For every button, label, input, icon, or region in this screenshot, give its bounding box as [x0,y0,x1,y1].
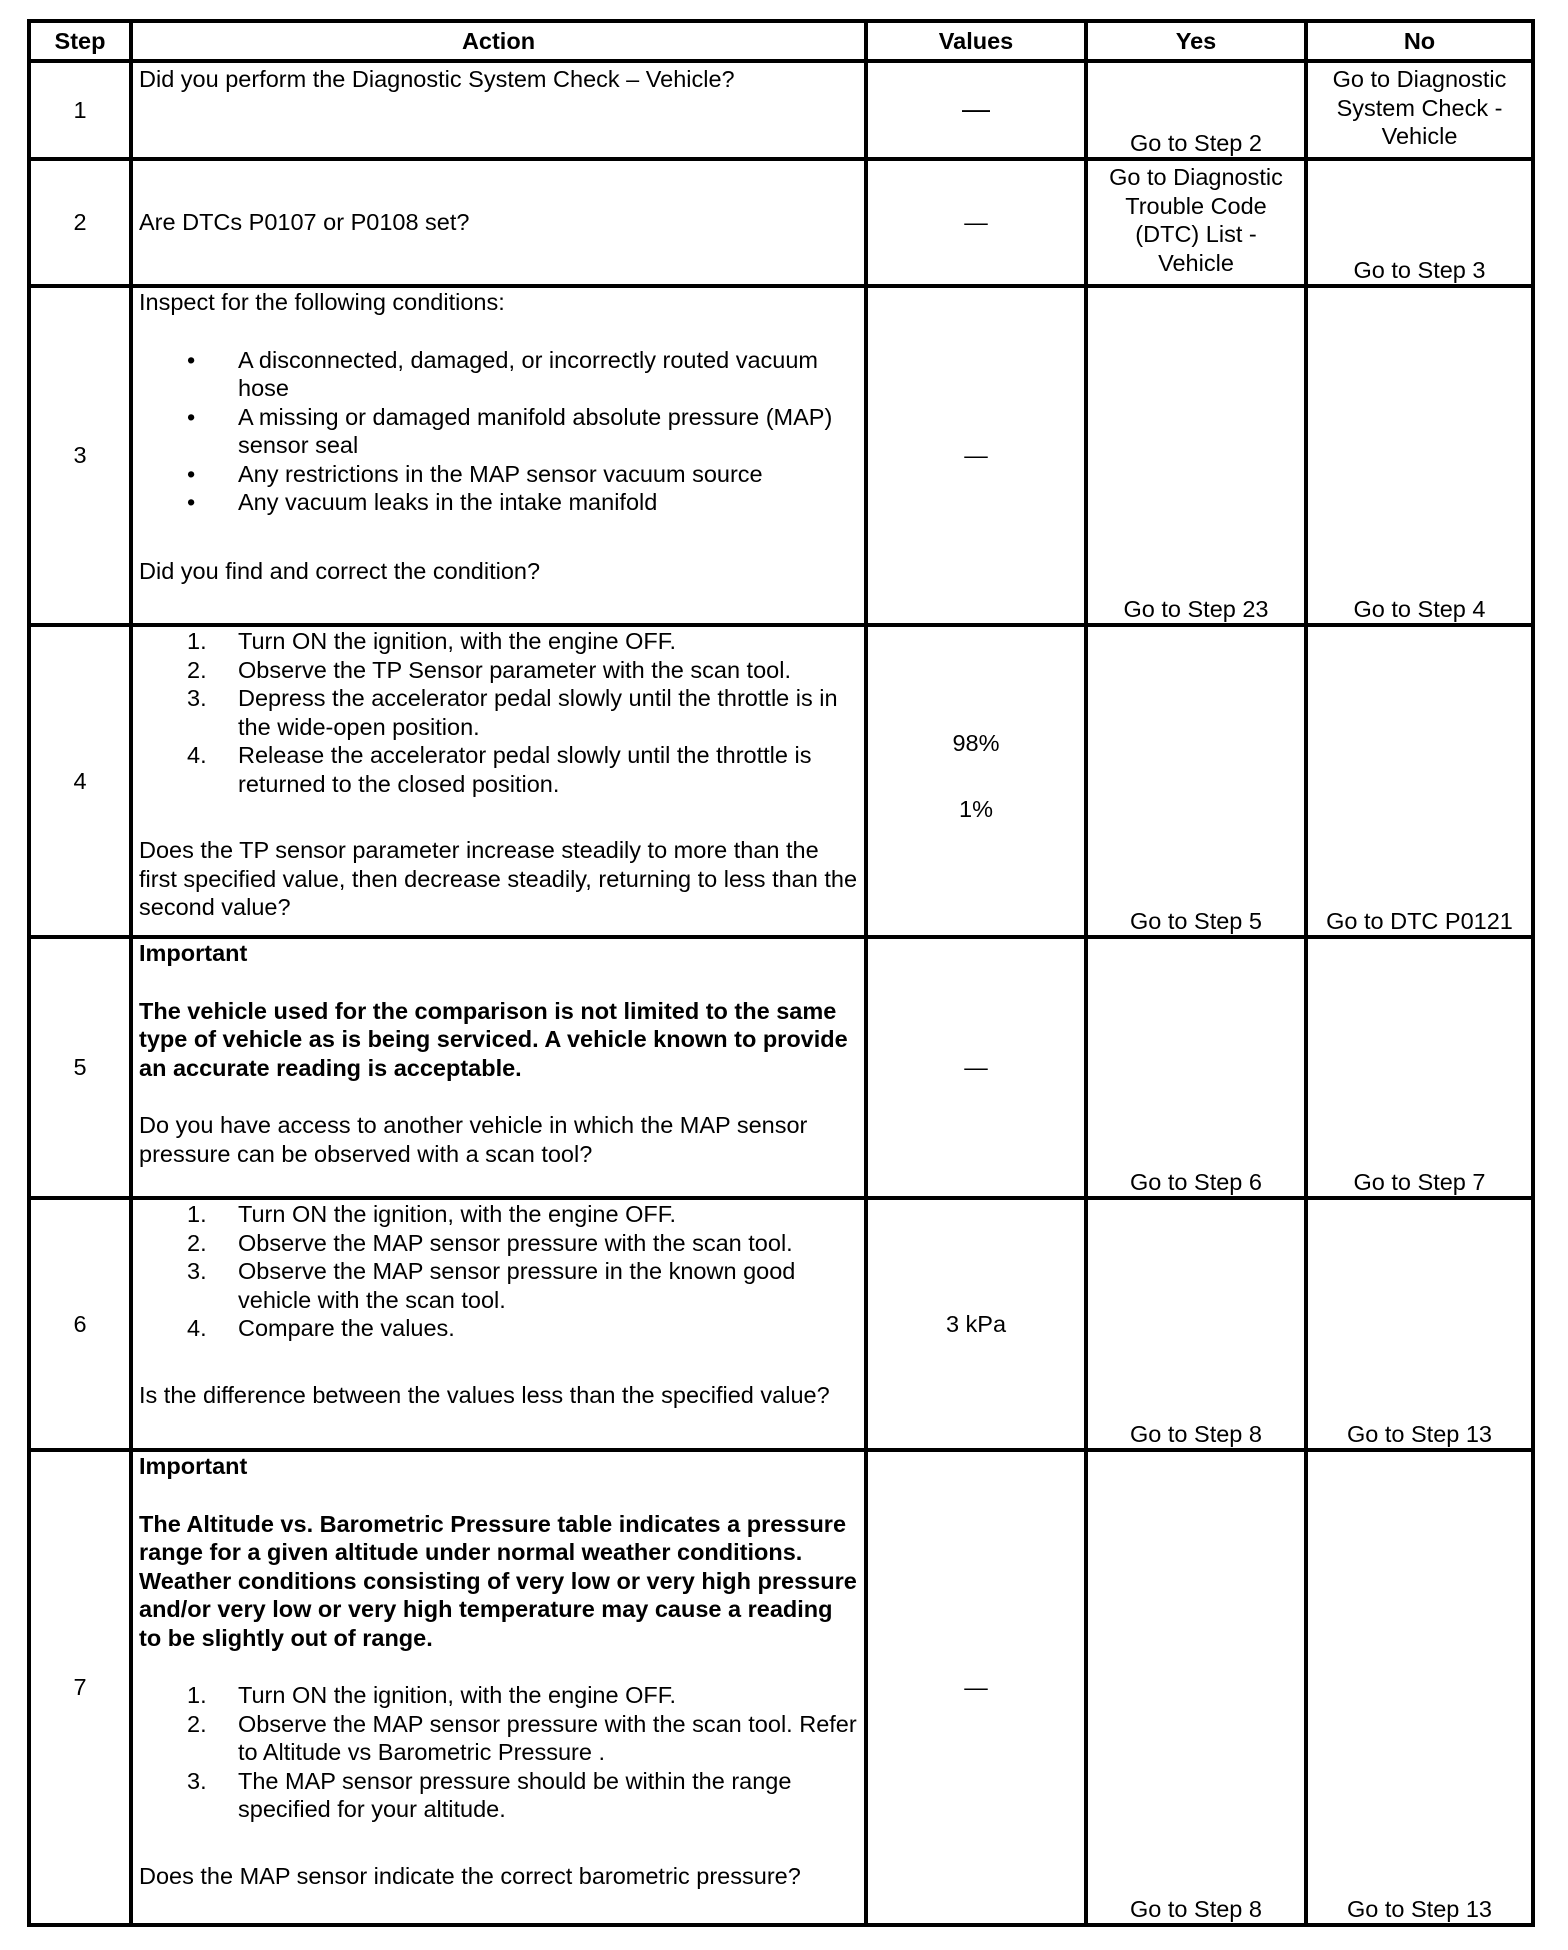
step-number: 1 [29,61,131,159]
list-text: Observe the MAP sensor pressure with the scan tool. [238,1229,793,1256]
header-values: Values [866,21,1086,61]
list-item [139,656,858,685]
list-item: • A missing or damaged manifold absolute pressure (MAP) sensor seal [139,403,858,460]
action-question: Does the TP sensor parameter increase steadily to more than the first specified value, then decrease steadily, returning to less than the second value? [139,837,858,920]
values-cell [866,1450,1086,1925]
yes-cell [1086,625,1306,937]
list-number: 2. [187,656,207,683]
action-question: Is the difference between the values less than the specified value? [139,1381,830,1408]
procedure-list [139,1200,858,1343]
header-action: Action [131,21,866,61]
table-row [29,61,1533,159]
table-row [29,286,1533,625]
list-number: 1. [187,1201,207,1227]
action-question: Does the MAP sensor indicate the correct barometric pressure? [139,1862,801,1889]
yes-cell [1086,1198,1306,1450]
yes-text: Go to Step 6 [1130,1168,1262,1195]
list-item [139,1681,858,1710]
list-number: 4. [187,1315,207,1341]
list-text: Observe the TP Sensor parameter with the scan tool. [238,656,791,683]
action-cell [131,625,866,937]
values-text: — [962,93,990,125]
action-text: Did you perform the Diagnostic System Check – Vehicle? [139,66,735,92]
no-text: Go to Diagnostic System Check - Vehicle [1332,66,1507,149]
no-text: Go to Step 13 [1346,1895,1493,1922]
condition-list [139,346,858,517]
list-text: Turn ON the ignition, with the engine OFF. [238,1682,677,1708]
list-number: 3. [187,1258,207,1284]
list-number: 1. [187,628,207,654]
table-row [29,937,1533,1198]
list-text: Observe the MAP sensor pressure with the scan tool. Refer to Altitude vs Barometric Pressure . [238,1710,857,1765]
yes-cell [1086,61,1306,159]
value-max: 98% [952,729,1000,756]
values-cell [866,625,1086,937]
list-text: Depress the accelerator pedal slowly until the throttle is in the wide-open position. [238,685,838,740]
list-item: • Any restrictions in the MAP sensor vacuum source [139,460,858,489]
action-cell [131,937,866,1198]
yes-cell [1086,286,1306,625]
yes-text: Go to Diagnostic Trouble Code (DTC) List - Vehicle [1109,164,1283,276]
step-number: 3 [29,286,131,625]
step-number: 4 [29,625,131,937]
values-cell [866,61,1086,159]
list-item [139,741,858,798]
no-cell [1306,937,1533,1198]
list-item [139,1710,858,1767]
list-number: 1. [187,1682,207,1708]
header-step: Step [29,21,131,61]
list-number: 4. [187,742,207,768]
important-note: The vehicle used for the comparison is not limited to the same type of vehicle as is being serviced. A vehicle known to provide an accurate reading is acceptable. [139,997,848,1081]
action-cell [131,159,866,286]
action-text: Are DTCs P0107 or P0108 set? [139,209,470,236]
table-row [29,1198,1533,1450]
step-number: 2 [29,159,131,286]
list-number: 3. [187,1767,207,1794]
list-item [139,627,858,656]
list-item [139,1257,858,1314]
values-cell [866,937,1086,1198]
list-number: 2. [187,1229,207,1256]
header-no: No [1306,21,1533,61]
procedure-list [139,627,858,798]
yes-text: Go to Step 8 [1130,1420,1262,1447]
values-text: — [964,442,988,469]
step-number: 7 [29,1450,131,1925]
action-intro: Inspect for the following conditions: [139,289,505,315]
values-text: — [964,1674,988,1701]
yes-text: Go to Step 5 [1130,907,1262,934]
yes-cell [1086,159,1306,286]
list-item [139,684,858,741]
action-cell [131,1450,866,1925]
important-label: Important [139,1453,248,1479]
action-cell [131,286,866,625]
list-number: 2. [187,1710,207,1737]
list-text: Turn ON the ignition, with the engine OFF. [238,628,677,654]
action-cell [131,61,866,159]
yes-text: Go to Step 23 [1123,595,1269,622]
header-row [29,21,1533,61]
list-item [139,1229,858,1258]
values-text: — [964,209,988,236]
action-question: Did you find and correct the condition? [139,557,541,584]
action-question: Do you have access to another vehicle in which the MAP sensor pressure can be observed with a scan tool? [139,1112,808,1167]
list-text: Observe the MAP sensor pressure in the known good vehicle with the scan tool. [238,1258,796,1313]
values-text: — [964,1054,988,1081]
no-text: Go to Step 13 [1346,1420,1493,1447]
values-text: 3 kPa [945,1310,1007,1337]
action-cell [131,1198,866,1450]
list-item [139,1314,858,1343]
table-row [29,625,1533,937]
no-cell [1306,625,1533,937]
value-min: 1% [959,796,993,822]
no-cell [1306,1450,1533,1925]
list-number: 3. [187,685,207,711]
yes-cell [1086,937,1306,1198]
diagnostic-table [27,19,1535,1927]
table-row [29,159,1533,286]
no-text: Go to Step 7 [1353,1168,1486,1195]
step-number: 5 [29,937,131,1198]
list-item [139,1200,858,1229]
no-cell [1306,61,1533,159]
list-item: • A disconnected, damaged, or incorrectly routed vacuum hose [139,346,858,403]
no-cell [1306,286,1533,625]
yes-cell [1086,1450,1306,1925]
no-text: Go to Step 3 [1353,256,1486,283]
procedure-list [139,1681,858,1824]
values-cell [866,159,1086,286]
no-cell [1306,159,1533,286]
yes-text: Go to Step 2 [1130,129,1262,156]
no-text: Go to DTC P0121 [1326,907,1513,934]
no-cell [1306,1198,1533,1450]
list-item: • Any vacuum leaks in the intake manifold [139,488,858,517]
no-text: Go to Step 4 [1353,595,1486,622]
list-text: Turn ON the ignition, with the engine OFF. [238,1201,677,1227]
important-label: Important [139,940,248,966]
list-text: Release the accelerator pedal slowly until the throttle is returned to the closed position. [238,742,812,797]
step-number: 6 [29,1198,131,1450]
header-yes: Yes [1086,21,1306,61]
values-cell [866,286,1086,625]
important-note: The Altitude vs. Barometric Pressure table indicates a pressure range for a given altitude under normal weather conditions. Weather conditions consisting of very low or very high pressure and/or very low or very high temperature may cause a reading to be slightly out of range. [139,1510,857,1651]
yes-text: Go to Step 8 [1130,1895,1262,1922]
list-item [139,1767,858,1824]
list-text: The MAP sensor pressure should be within the range specified for your altitude. [238,1767,792,1822]
table-row [29,1450,1533,1925]
list-text: Compare the values. [238,1315,455,1341]
values-cell [866,1198,1086,1450]
